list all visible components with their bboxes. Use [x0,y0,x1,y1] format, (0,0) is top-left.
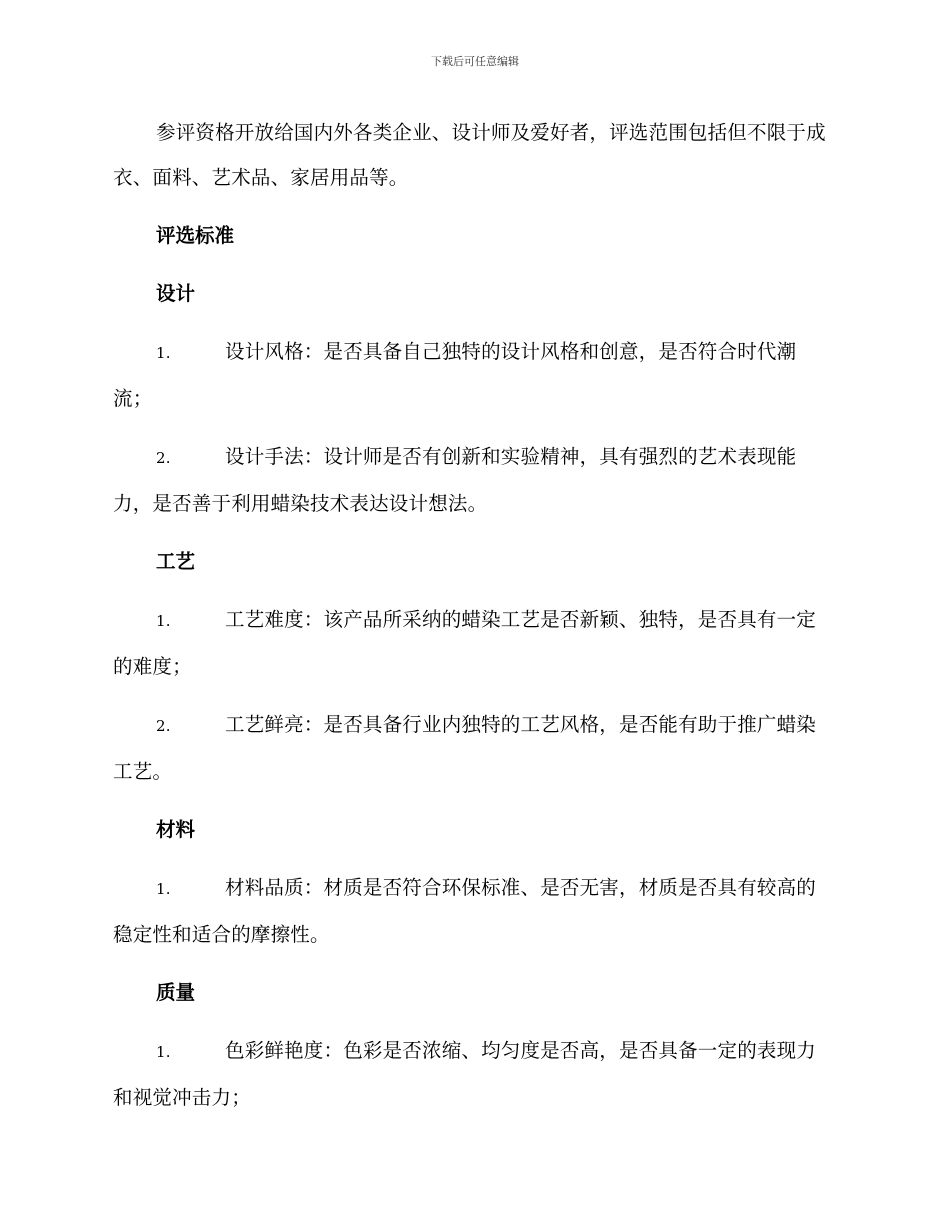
intro-paragraph: 参评资格开放给国内外各类企业、设计师及爱好者，评选范围包括但不限于成衣、面料、艺术品、家居用品等。 [113,121,826,189]
list-item-number: 1. [156,344,171,362]
list-item-number: 1. [156,1043,171,1061]
list-item-number: 1. [156,612,171,630]
document-body [113,110,833,1133]
section-heading-craft: 工艺 [156,550,196,573]
list-item [113,702,833,794]
list-item [113,597,833,689]
list-item-number: 2. [156,449,171,467]
section-heading-design: 设计 [156,282,196,305]
list-item-text: 设计风格：是否具备自己独特的设计风格和创意，是否符合时代潮流； [113,340,797,410]
list-item-text: 材料品质：材质是否符合环保标准、是否无害，材质是否具有较高的稳定性和适合的摩擦性。 [113,876,817,946]
section-heading-quality: 质量 [156,981,196,1004]
list-item-text: 设计手法：设计师是否有创新和实验精神，具有强烈的艺术表现能力，是否善于利用蜡染技术表达设计想法。 [113,445,797,515]
list-item-text: 工艺鲜亮：是否具备行业内独特的工艺风格，是否能有助于推广蜡染工艺。 [113,713,817,783]
list-item [113,1028,833,1120]
criteria-heading: 评选标准 [156,224,235,247]
list-item-number: 1. [156,880,171,898]
page-header: 下载后可任意编辑 [431,55,519,68]
list-item [113,434,833,526]
list-item [113,329,833,421]
list-item-number: 2. [156,717,171,735]
list-item-text: 色彩鲜艳度：色彩是否浓缩、均匀度是否高，是否具备一定的表现力和视觉冲击力； [113,1039,817,1109]
list-item [113,865,833,957]
section-heading-material: 材料 [156,818,196,841]
list-item-text: 工艺难度：该产品所采纳的蜡染工艺是否新颖、独特，是否具有一定的难度； [113,608,817,678]
